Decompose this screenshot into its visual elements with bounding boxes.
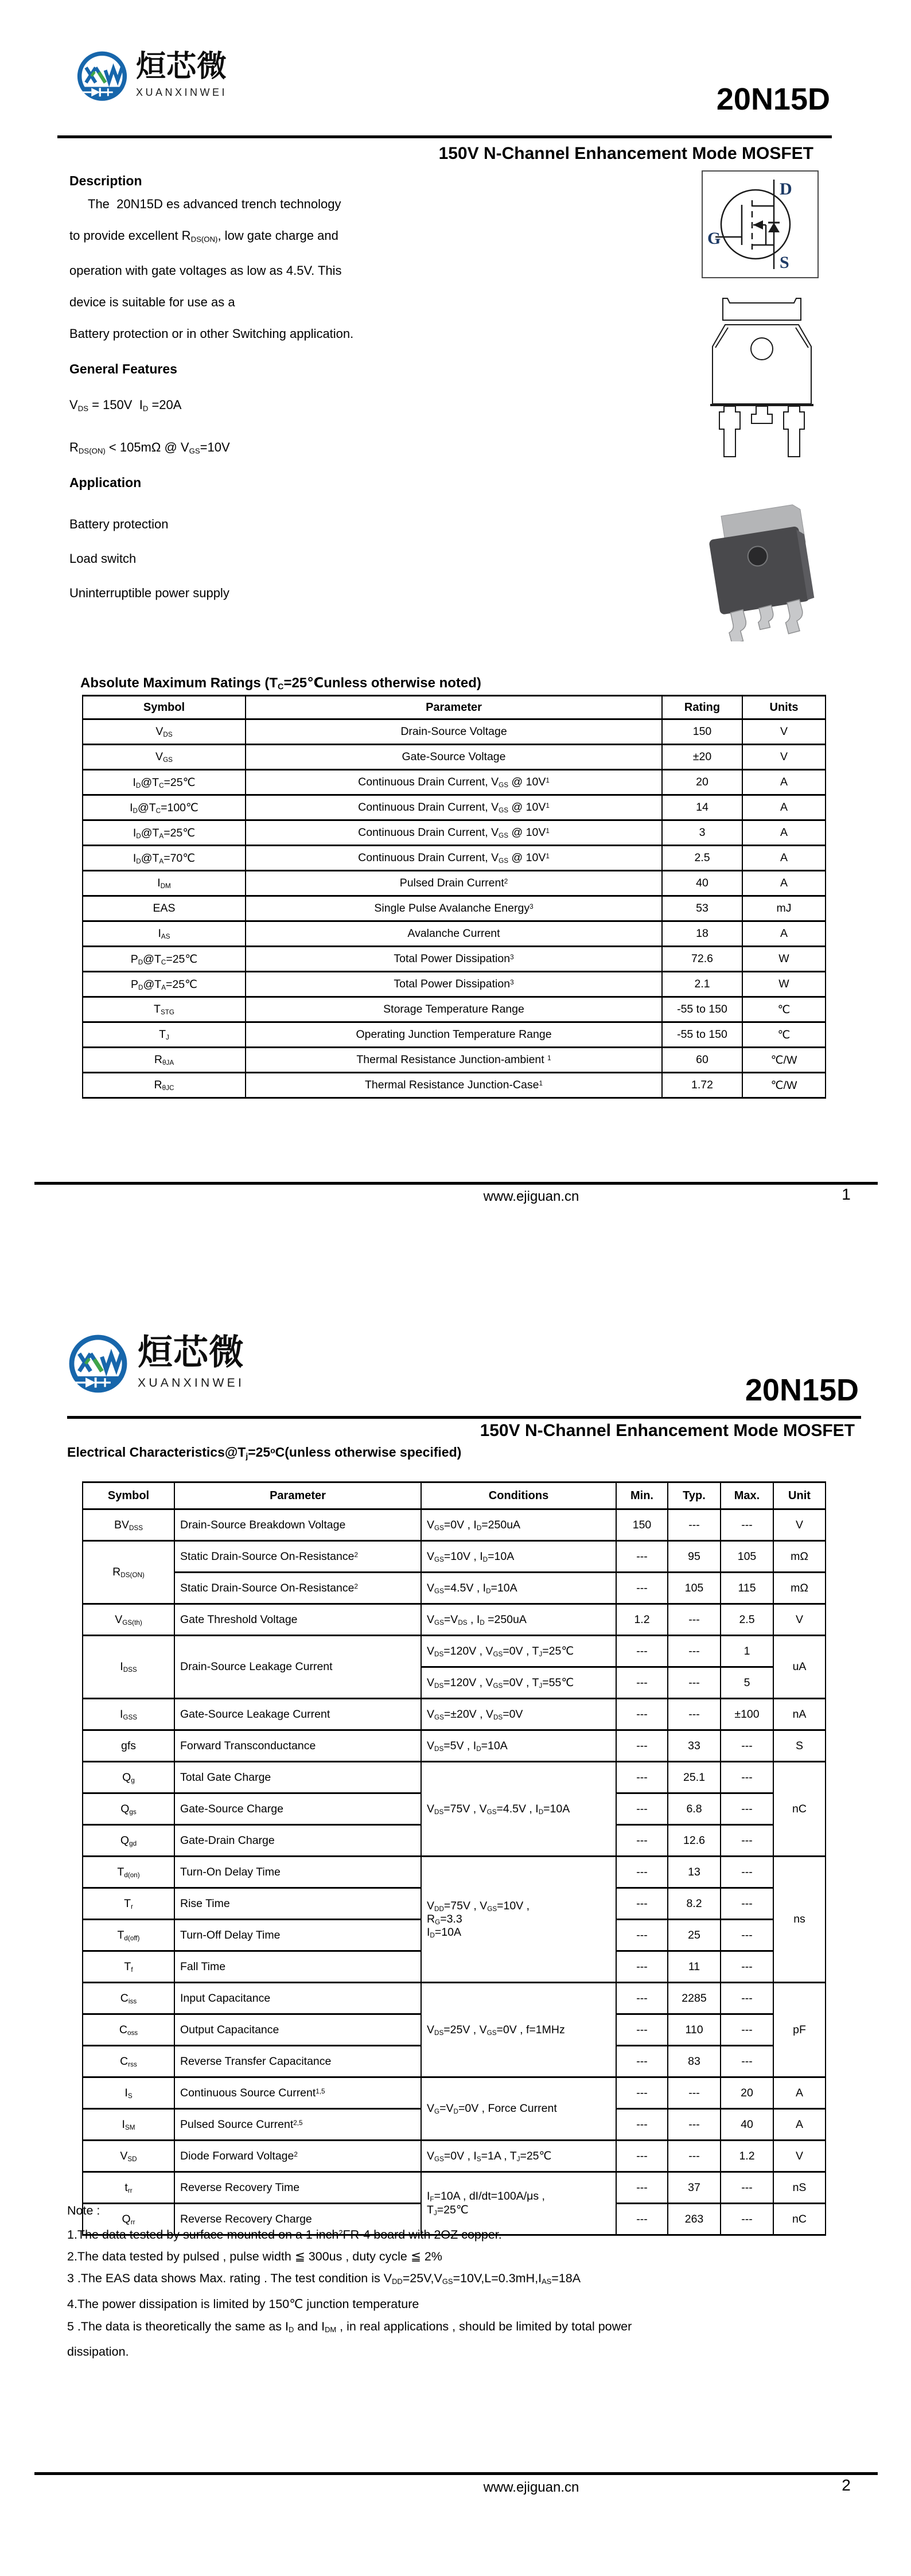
table-cell: $I_S$ — [83, 2077, 174, 2109]
page-number: 2 — [842, 2476, 851, 2494]
table-cell: --- — [721, 1951, 773, 1983]
table-cell: --- — [616, 2172, 668, 2204]
table-cell: Total Gate Charge — [174, 1762, 421, 1793]
header-rule — [67, 1416, 861, 1419]
table-cell: EAS — [83, 896, 246, 921]
notes-block — [67, 2200, 847, 2363]
table-cell: 2.5 — [662, 846, 742, 871]
package-photo-icon — [704, 499, 816, 641]
table-cell: Rise Time — [174, 1888, 421, 1920]
table-cell: Static Drain-Source On-Resistance$^2$ — [174, 1573, 421, 1604]
table-cell: ℃ — [742, 997, 826, 1022]
table-cell: --- — [616, 1920, 668, 1951]
table-cell: --- — [721, 1762, 773, 1793]
table-cell: V — [742, 745, 826, 770]
brand-name-english: XUANXINWEI — [136, 87, 228, 98]
table-cell: S — [773, 1730, 826, 1762]
table-cell: V — [742, 719, 826, 745]
table-cell: --- — [721, 1509, 773, 1541]
table-cell: Input Capacitance — [174, 1983, 421, 2014]
table-cell: $I_{DM}$ — [83, 871, 246, 896]
table-cell: $I_{SM}$ — [83, 2109, 174, 2141]
description-line: device is suitable for use as a — [69, 295, 235, 310]
table-cell: $V_{GS(th)}$ — [83, 1604, 174, 1636]
gate-label: G — [707, 229, 721, 248]
table-cell: 2.1 — [662, 972, 742, 997]
table-cell: $V_{SD}$ — [83, 2141, 174, 2172]
table-cell: Gate-Source Charge — [174, 1793, 421, 1825]
table-cell: $P_D@T_C=25℃$ — [83, 947, 246, 972]
table-cell: uA — [773, 1636, 826, 1699]
table-cell: 150 — [616, 1509, 668, 1541]
elec-characteristics-heading: Electrical $Characteristics@T_j=25^oC(unless$ otherwise specified) — [67, 1445, 462, 1461]
table-cell: --- — [616, 1541, 668, 1573]
table-cell: $V_{GS}=0V$ , $I_D=250uA$ — [421, 1509, 616, 1541]
package-outline-icon — [706, 291, 818, 459]
table-cell: A — [742, 770, 826, 795]
table-cell: $R_{\theta JC}$ — [83, 1073, 246, 1098]
table-cell: --- — [721, 1793, 773, 1825]
table-cell: --- — [721, 1825, 773, 1857]
table-cell: --- — [616, 1793, 668, 1825]
table-cell: $T_J$ — [83, 1022, 246, 1048]
table-cell: Continuous Drain Current, $V_{GS}$ @ $10V^1$ — [246, 846, 662, 871]
table-cell: $I_D@T_A=70℃$ — [83, 846, 246, 871]
table-cell: --- — [616, 2141, 668, 2172]
source-label: S — [780, 253, 789, 272]
table-cell: 105 — [668, 1573, 721, 1604]
table-cell: 53 — [662, 896, 742, 921]
table-cell: --- — [668, 2109, 721, 2141]
table-cell: --- — [616, 2046, 668, 2077]
table-cell: --- — [616, 2204, 668, 2235]
page-title: 150V N-Channel Enhancement Mode MOSFET — [480, 1421, 855, 1440]
table-cell: Forward Transconductance — [174, 1730, 421, 1762]
description-line: operation with gate voltages as low as 4.5V. This — [69, 263, 342, 278]
table-cell: nS — [773, 2172, 826, 2204]
drain-label: D — [780, 180, 792, 199]
table-cell: $V_{DD}=75V$ , $V_{GS}=10V$ , $R_G=3.3$ $I_D=10A$ — [421, 1857, 616, 1983]
table-cell: --- — [721, 1857, 773, 1888]
table-cell: ±100 — [721, 1699, 773, 1730]
table-cell: $I_{AS}$ — [83, 921, 246, 947]
footer-rule — [34, 1182, 878, 1185]
table-cell: Thermal Resistance Junction-ambient $^1$ — [246, 1048, 662, 1073]
data-table — [82, 695, 826, 1099]
table-cell: ℃/W — [742, 1073, 826, 1098]
table-cell: 8.2 — [668, 1888, 721, 1920]
table-cell: --- — [668, 1509, 721, 1541]
note-line: 1.The data tested by surface mounted on a 1 inch$^2$FR-4 board with 2OZ copper. — [67, 2227, 502, 2242]
table-cell: --- — [616, 1730, 668, 1762]
table-cell: A — [742, 846, 826, 871]
application-list — [69, 507, 460, 610]
table-cell: --- — [721, 1920, 773, 1951]
table-cell: Pulsed Drain Current$^2$ — [246, 871, 662, 896]
description-heading: Description — [69, 173, 142, 188]
column-header: Conditions — [421, 1482, 616, 1509]
application-line: Battery protection — [69, 517, 169, 531]
table-cell: $V_{GS}$ — [83, 745, 246, 770]
table-cell: $C_{oss}$ — [83, 2014, 174, 2046]
table-cell: Reverse Recovery Time — [174, 2172, 421, 2204]
table-cell: 263 — [668, 2204, 721, 2235]
table-cell: $V_G=V_D=0V$ , Force Current — [421, 2077, 616, 2141]
table-cell: $V_{DS}=120V$ , $V_{GS}=0V$ , $T_J=55℃$ — [421, 1667, 616, 1699]
table-cell: 12.6 — [668, 1825, 721, 1857]
table-cell: 25.1 — [668, 1762, 721, 1793]
table-cell: $I_F=10A$ , dI/dt=100A/μs , $T_J=25℃$ — [421, 2172, 616, 2235]
table-cell: $R_{DS(ON)}$ — [83, 1541, 174, 1604]
brand-name-english: XUANXINWEI — [138, 1376, 245, 1390]
table-cell: $V_{GS}=0V$ , $I_S=1A$ , $T_J=25℃$ — [421, 2141, 616, 2172]
footer-website: www.ejiguan.cn — [483, 2480, 579, 2495]
table-cell: 5 — [721, 1667, 773, 1699]
table-cell: $V_{DS}=120V$ , $V_{GS}=0V$ , $T_J=25℃$ — [421, 1636, 616, 1667]
table-cell: A — [742, 921, 826, 947]
mosfet-symbol-figure — [702, 170, 819, 278]
brand-name-chinese: 烜芯微 — [136, 49, 228, 84]
table-cell: mΩ — [773, 1541, 826, 1573]
table-cell: Drain-Source Breakdown Voltage — [174, 1509, 421, 1541]
brand-text — [138, 1331, 244, 1390]
table-cell: 115 — [721, 1573, 773, 1604]
table-cell: --- — [616, 1573, 668, 1604]
table-cell: 40 — [721, 2109, 773, 2141]
table-cell: Operating Junction Temperature Range — [246, 1022, 662, 1048]
table-cell: $T_{d(on)}$ — [83, 1857, 174, 1888]
table-cell: 95 — [668, 1541, 721, 1573]
table-cell: $P_D@T_A=25℃$ — [83, 972, 246, 997]
table-cell: mJ — [742, 896, 826, 921]
table-cell: --- — [668, 2077, 721, 2109]
elec-characteristics-table — [82, 1481, 825, 2236]
table-cell: --- — [721, 1730, 773, 1762]
table-cell: --- — [616, 1699, 668, 1730]
table-cell: ℃/W — [742, 1048, 826, 1073]
column-header: Symbol — [83, 1482, 174, 1509]
table-cell: W — [742, 947, 826, 972]
table-cell: 18 — [662, 921, 742, 947]
table-cell: $C_{iss}$ — [83, 1983, 174, 2014]
table-cell: --- — [668, 1699, 721, 1730]
table-cell: V — [773, 2141, 826, 2172]
table-cell: --- — [616, 1888, 668, 1920]
table-cell: $Q_g$ — [83, 1762, 174, 1793]
brand-logo — [67, 1331, 244, 1410]
description-paragraph — [69, 188, 460, 349]
table-cell: Continuous Source Current$^{1,5}$ — [174, 2077, 421, 2109]
brand-emblem-icon — [75, 48, 129, 116]
table-cell: 60 — [662, 1048, 742, 1073]
table-cell: $V_{DS}$ — [83, 719, 246, 745]
note-line: dissipation. — [67, 2345, 129, 2359]
table-cell: --- — [616, 1857, 668, 1888]
description-line: to provide excellent $R_{DS(ON)}$, low gate charge and — [69, 228, 338, 244]
table-cell: --- — [616, 2109, 668, 2141]
table-cell: $T_{d(off)}$ — [83, 1920, 174, 1951]
table-cell: $Q_{gd}$ — [83, 1825, 174, 1857]
table-cell: $Q_{rr}$ — [83, 2204, 174, 2235]
table-cell: nC — [773, 1762, 826, 1857]
general-features-heading: General Features — [69, 361, 177, 376]
table-cell: Static Drain-Source On-Resistance$^2$ — [174, 1541, 421, 1573]
table-cell: ns — [773, 1857, 826, 1983]
table-cell: $I_D@T_A=25℃$ — [83, 820, 246, 846]
mosfet-symbol-icon — [703, 172, 817, 277]
abs-max-heading: Absolute Maximum Ratings ($T_C=25℃unless$ otherwise noted) — [80, 675, 481, 692]
note-line: 2.The data tested by pulsed , pulse width ≦ 300us , duty cycle ≦ 2% — [67, 2249, 442, 2263]
column-header: Unit — [773, 1482, 826, 1509]
table-cell: --- — [616, 1951, 668, 1983]
table-cell: 37 — [668, 2172, 721, 2204]
note-line: 4.The power dissipation is limited by 150℃ junction temperature — [67, 2297, 419, 2312]
table-cell: $C_{rss}$ — [83, 2046, 174, 2077]
table-cell: gfs — [83, 1730, 174, 1762]
table-cell: 25 — [668, 1920, 721, 1951]
table-cell: 14 — [662, 795, 742, 820]
page-number: 1 — [842, 1185, 851, 1203]
feature-line: $V_{DS} = 150V$ $I_D =20A$ — [69, 398, 182, 413]
application-heading: Application — [69, 475, 142, 490]
table-cell: 11 — [668, 1951, 721, 1983]
table-cell: 72.6 — [662, 947, 742, 972]
table-cell: ±20 — [662, 745, 742, 770]
table-cell: --- — [616, 1667, 668, 1699]
table-cell: 6.8 — [668, 1793, 721, 1825]
table-cell: 1.72 — [662, 1073, 742, 1098]
table-cell: $T_r$ — [83, 1888, 174, 1920]
table-cell: --- — [616, 1636, 668, 1667]
table-cell: Total Power Dissipation$^3$ — [246, 947, 662, 972]
table-cell: --- — [668, 2141, 721, 2172]
table-cell: $T_{STG}$ — [83, 997, 246, 1022]
table-cell: W — [742, 972, 826, 997]
table-cell: -55 to 150 — [662, 997, 742, 1022]
table-cell: $I_D@T_C=100℃$ — [83, 795, 246, 820]
table-cell: Continuous Drain Current, $V_{GS}$ @ $10V^1$ — [246, 820, 662, 846]
table-cell: --- — [668, 1636, 721, 1667]
table-cell: $V_{DS}=5V$ , $I_D=10A$ — [421, 1730, 616, 1762]
table-cell: $V_{GS}=\pm 20V$ , $V_{DS}=0V$ — [421, 1699, 616, 1730]
table-cell: Continuous Drain Current, $V_{GS}$ @ $10V^1$ — [246, 770, 662, 795]
table-cell: $V_{GS}=4.5V$ , $I_D=10A$ — [421, 1573, 616, 1604]
table-cell: --- — [616, 1983, 668, 2014]
column-header: Typ. — [668, 1482, 721, 1509]
table-cell: A — [742, 820, 826, 846]
table-cell: --- — [616, 1825, 668, 1857]
table-cell: $V_{GS}=V_{DS}$ , $I_D =250uA$ — [421, 1604, 616, 1636]
header-rule — [57, 135, 832, 138]
table-cell: $t_{rr}$ — [83, 2172, 174, 2204]
package-photo — [704, 499, 816, 644]
table-cell: 13 — [668, 1857, 721, 1888]
table-cell: 2285 — [668, 1983, 721, 2014]
table-cell: Turn-Off Delay Time — [174, 1920, 421, 1951]
table-cell: 33 — [668, 1730, 721, 1762]
table-cell: --- — [616, 2014, 668, 2046]
feature-line: $R_{DS(ON)} < 105m\Omega$ @ $V_{GS}=10V$ — [69, 440, 230, 456]
table-cell: --- — [668, 1604, 721, 1636]
column-header: Units — [742, 696, 826, 719]
data-table — [82, 1481, 826, 2236]
table-cell: --- — [721, 2014, 773, 2046]
table-cell: Gate Threshold Voltage — [174, 1604, 421, 1636]
brand-name-chinese: 烜芯微 — [138, 1332, 245, 1373]
table-cell: Gate-Source Voltage — [246, 745, 662, 770]
description-line: Battery protection or in other Switching application. — [69, 326, 354, 341]
table-cell: mΩ — [773, 1573, 826, 1604]
note-line: 3 .The EAS data shows Max. rating . The test condition is $V_{DD}=25V,V_{GS}=10V,L=0.3mH,I_{AS}=18A$ — [67, 2271, 581, 2286]
column-header: Min. — [616, 1482, 668, 1509]
table-cell: Total Power Dissipation$^3$ — [246, 972, 662, 997]
table-cell: 83 — [668, 2046, 721, 2077]
table-cell: 1.2 — [721, 2141, 773, 2172]
general-features-list — [69, 386, 460, 471]
table-cell: A — [742, 871, 826, 896]
table-cell: V — [773, 1604, 826, 1636]
table-cell: Reverse Transfer Capacitance — [174, 2046, 421, 2077]
table-cell: 1 — [721, 1636, 773, 1667]
table-cell: A — [742, 795, 826, 820]
brand-text — [136, 48, 227, 99]
footer-website: www.ejiguan.cn — [483, 1189, 579, 1204]
table-cell: A — [773, 2109, 826, 2141]
table-cell: 3 — [662, 820, 742, 846]
table-cell: --- — [721, 2046, 773, 2077]
column-header: Rating — [662, 696, 742, 719]
table-cell: Avalanche Current — [246, 921, 662, 947]
table-cell: nA — [773, 1699, 826, 1730]
table-cell: -55 to 150 — [662, 1022, 742, 1048]
description-line: The 20N15D es advanced trench technology — [88, 197, 341, 211]
table-cell: Single Pulse Avalanche Energy$^3$ — [246, 896, 662, 921]
table-cell: Pulsed Source Current$^{2,5}$ — [174, 2109, 421, 2141]
table-cell: Fall Time — [174, 1951, 421, 1983]
table-cell: 150 — [662, 719, 742, 745]
table-cell: Turn-On Delay Time — [174, 1857, 421, 1888]
table-cell: $V_{GS}=10V$ , $I_D=10A$ — [421, 1541, 616, 1573]
page-title: 150V N-Channel Enhancement Mode MOSFET — [438, 144, 813, 163]
table-cell: 40 — [662, 871, 742, 896]
table-cell: Storage Temperature Range — [246, 997, 662, 1022]
table-cell: --- — [616, 1762, 668, 1793]
brand-emblem-icon — [67, 1331, 130, 1410]
table-cell: Gate-Source Leakage Current — [174, 1699, 421, 1730]
table-cell: $Q_{gs}$ — [83, 1793, 174, 1825]
table-cell: 105 — [721, 1541, 773, 1573]
table-cell: --- — [721, 1983, 773, 2014]
table-cell: --- — [721, 2204, 773, 2235]
table-cell: Drain-Source Leakage Current — [174, 1636, 421, 1699]
table-cell: ℃ — [742, 1022, 826, 1048]
table-cell: $I_{DSS}$ — [83, 1636, 174, 1699]
table-cell: 2.5 — [721, 1604, 773, 1636]
table-cell: --- — [721, 2172, 773, 2204]
table-cell: Continuous Drain Current, $V_{GS}$ @ $10V^1$ — [246, 795, 662, 820]
notes-list — [67, 2222, 847, 2363]
table-cell: Diode Forward Voltage$^2$ — [174, 2141, 421, 2172]
table-cell: Thermal Resistance Junction-Case$^1$ — [246, 1073, 662, 1098]
table-cell: $R_{\theta JA}$ — [83, 1048, 246, 1073]
part-number: 20N15D — [716, 82, 830, 116]
table-cell: $V_{DS}=25V$ , $V_{GS}=0V$ , f=1MHz — [421, 1983, 616, 2077]
table-cell: 20 — [662, 770, 742, 795]
table-cell: --- — [668, 1667, 721, 1699]
table-cell: 1.2 — [616, 1604, 668, 1636]
note-line: 5 .The data is theoretically the same as $I_D$ and $I_{DM}$ , in real applications , should be limited by total power — [67, 2319, 632, 2334]
table-cell: $I_D@T_C=25℃$ — [83, 770, 246, 795]
table-cell: $I_{GSS}$ — [83, 1699, 174, 1730]
application-line: Load switch — [69, 551, 137, 566]
package-outline-figure — [706, 291, 818, 462]
table-cell: pF — [773, 1983, 826, 2077]
table-cell: Output Capacitance — [174, 2014, 421, 2046]
part-number: 20N15D — [745, 1373, 859, 1407]
column-header: Max. — [721, 1482, 773, 1509]
table-cell: Drain-Source Voltage — [246, 719, 662, 745]
table-cell: Reverse Recovery Charge — [174, 2204, 421, 2235]
abs-max-table — [82, 695, 825, 1099]
table-cell: V — [773, 1509, 826, 1541]
table-cell: --- — [616, 2077, 668, 2109]
table-cell: A — [773, 2077, 826, 2109]
table-cell: --- — [721, 1888, 773, 1920]
brand-logo — [75, 48, 227, 116]
footer-rule — [34, 2472, 878, 2475]
table-cell: nC — [773, 2204, 826, 2235]
table-cell: 20 — [721, 2077, 773, 2109]
table-cell: $T_f$ — [83, 1951, 174, 1983]
column-header: Parameter — [246, 696, 662, 719]
table-cell: 110 — [668, 2014, 721, 2046]
column-header: Parameter — [174, 1482, 421, 1509]
table-cell: $BV_{DSS}$ — [83, 1509, 174, 1541]
table-cell: Gate-Drain Charge — [174, 1825, 421, 1857]
notes-heading: Note : — [67, 2204, 100, 2217]
column-header: Symbol — [83, 696, 246, 719]
table-cell: $V_{DS}=75V$ , $V_{GS}=4.5V$ , $I_D=10A$ — [421, 1762, 616, 1857]
application-line: Uninterruptible power supply — [69, 586, 229, 600]
